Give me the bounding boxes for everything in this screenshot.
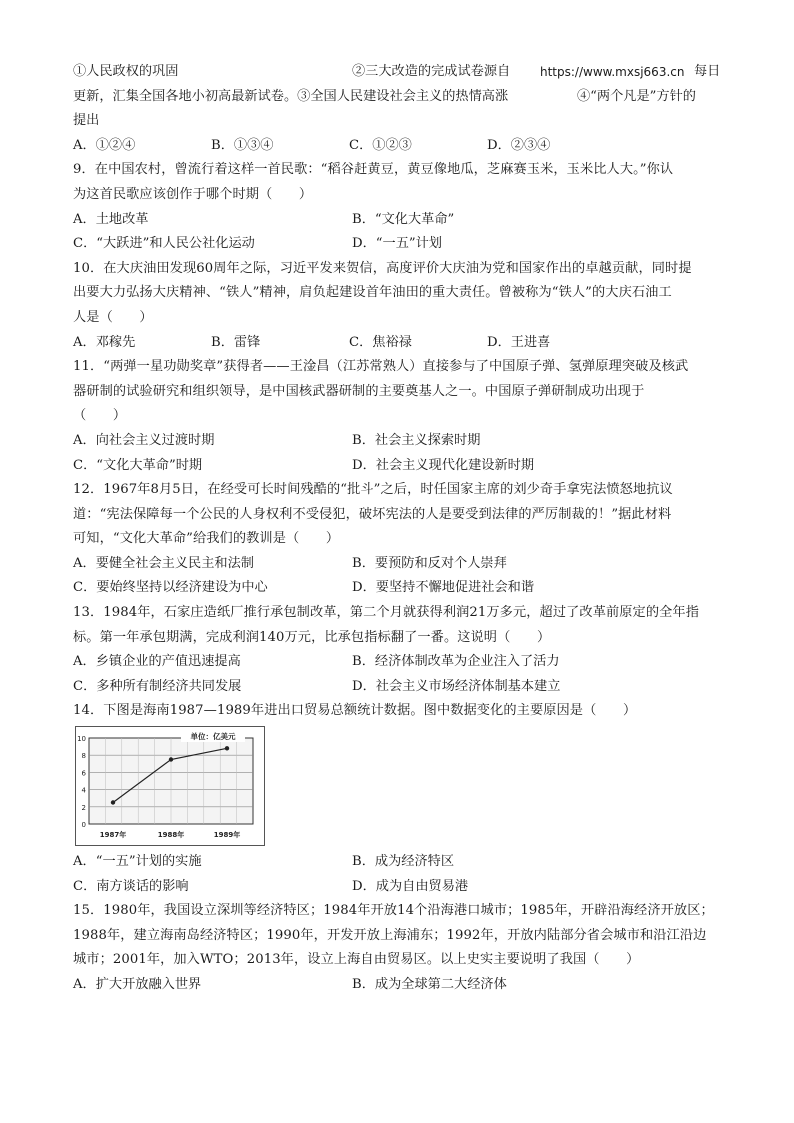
q15-choices-ab <box>73 973 723 998</box>
q10-choice-b: B．雷锋 <box>211 334 261 350</box>
q10-choice-d: D．王进喜 <box>487 334 551 350</box>
x-tick-label: 1989年 <box>213 831 241 840</box>
q12-choices-ab <box>73 552 723 577</box>
q8-option-2: ②三大改造的完成试卷源自 <box>352 64 511 79</box>
q12-choice-a: A．要健全社会主义民主和法制 <box>73 555 254 571</box>
y-tick-label: 2 <box>81 803 86 812</box>
source-url: https://www.mxsj663.cn <box>540 65 685 79</box>
q8-choice-c: C．①②③ <box>349 137 412 153</box>
q13-stem-line1: 13．1984年，石家庄造纸厂推行承包制改革，第二个月就获得利润21万多元，超过了改革前原定的全年指 <box>73 605 699 621</box>
q10-stem-line1: 10．在大庆油田发现60周年之际，习近平发来贺信，高度评价大庆油为党和国家作出的卓越贡献，同时提 <box>73 260 692 276</box>
q10-choice-c: C．焦裕禄 <box>349 334 412 350</box>
q8-option-1: ①人民政权的巩固 <box>73 64 179 79</box>
q15-choice-a: A．扩大开放融入世界 <box>73 977 202 992</box>
q10-choices <box>73 331 723 356</box>
q10-stem-line3: 人是（ ） <box>73 309 153 325</box>
q9-stem-line1: 9．在中国农村，曾流行着这样一首民歌：“稻谷赶黄豆，黄豆像地瓜，芝麻赛玉米，玉米比人大。”你认 <box>73 162 674 178</box>
q12-choice-c: C．要始终坚持以经济建设为中心 <box>73 580 268 596</box>
q11-choices-cd <box>73 454 723 479</box>
q14-choice-d: D．成为自由贸易港 <box>352 878 469 894</box>
q12-stem-line3: 可知，“文化大革命”给我们的教训是（ ） <box>73 531 340 547</box>
q9-choices-cd <box>73 232 723 257</box>
q9-stem-line2: 为这首民歌应该创作于哪个时期（ ） <box>73 186 313 202</box>
q11-choice-a: A．向社会主义过渡时期 <box>73 432 215 448</box>
q11-stem-line1: 11．“两弹一星功勋奖章”获得者——王淦昌（江苏常熟人）直接参与了中国原子弹、氢弹原理突破及核武 <box>73 359 689 375</box>
q10-choice-a: A．邓稼先 <box>73 334 136 350</box>
y-tick-label: 10 <box>77 735 86 744</box>
q8-options-line1 <box>73 60 723 85</box>
q14-choices-ab <box>73 850 723 875</box>
q13-choice-c: C．多种所有制经济共同发展 <box>73 678 242 694</box>
y-tick-label: 8 <box>81 752 86 761</box>
q11-stem-line2: 器研制的试验研究和组织领导，是中国核武器研制的主要奠基人之一。中国原子弹研制成功出现于 <box>73 383 645 399</box>
q15-choice-b: B．成为全球第二大经济体 <box>352 977 507 992</box>
q11-choice-c: C．“文化大革命”时期 <box>73 457 203 473</box>
q15-stem-line2: 1988年，建立海南岛经济特区；1990年，开发开放上海浦东；1992年，开放内陆部分省会城市和沿江沿边 <box>73 927 707 943</box>
q9-choice-b: B．“文化大革命” <box>352 211 455 227</box>
q12-choices-cd <box>73 576 723 601</box>
data-point <box>225 746 229 750</box>
q13-choice-b: B．经济体制改革为企业注入了活力 <box>352 654 560 670</box>
q8-choices <box>73 134 723 159</box>
q13-choices-ab <box>73 650 723 675</box>
q11-stem-line3: （ ） <box>73 408 127 424</box>
q8-tail: 每日 <box>694 64 721 79</box>
trade-chart <box>73 726 723 848</box>
q13-choice-d: D．社会主义市场经济体制基本建立 <box>352 678 561 694</box>
q13-choices-cd <box>73 675 723 700</box>
data-point <box>169 757 173 761</box>
q11-choice-d: D．社会主义现代化建设新时期 <box>352 457 535 473</box>
q8-line3: 提出 <box>73 113 100 129</box>
q9-choice-a: A．土地改革 <box>73 211 149 227</box>
exam-page <box>73 60 723 998</box>
x-tick-label: 1987年 <box>99 831 127 840</box>
q15-stem-line3: 城市；2001年，加入WTO；2013年，设立上海自由贸易区。以上史实主要说明了我国（ ） <box>73 952 640 968</box>
q14-choice-b: B．成为经济特区 <box>352 854 455 870</box>
q9-choices-ab <box>73 208 723 233</box>
y-tick-label: 0 <box>81 821 86 830</box>
q8-choice-a: A．①②④ <box>73 137 136 153</box>
data-point <box>111 800 115 804</box>
q11-choices-ab <box>73 429 723 454</box>
q13-choice-a: A．乡镇企业的产值迅速提高 <box>73 654 241 670</box>
q12-choice-d: D．要坚持不懈地促进社会和谐 <box>352 580 535 596</box>
q13-stem-line2: 标。第一年承包期满，完成利润140万元，比承包指标翻了一番。这说明（ ） <box>73 629 551 645</box>
q9-choice-d: D．“一五”计划 <box>352 236 442 252</box>
trade-line-chart <box>75 726 265 846</box>
q14-stem-line1: 14．下图是海南1987—1989年进出口贸易总额统计数据。图中数据变化的主要原因是（ ） <box>73 703 637 719</box>
q14-choice-a: A．“一五”计划的实施 <box>73 854 202 870</box>
q15-stem-line1: 15．1980年，我国设立深圳等经济特区；1984年开放14个沿海港口城市；1985年，开辟沿海经济开放区； <box>73 903 714 919</box>
q8-choice-d: D．②③④ <box>487 137 551 153</box>
x-tick-label: 1988年 <box>157 831 185 840</box>
q9-choice-c: C．“大跃进”和人民公社化运动 <box>73 236 255 252</box>
y-tick-label: 6 <box>81 769 86 778</box>
y-tick-label: 4 <box>81 786 86 795</box>
q8-option-4: ④“两个凡是”方针的 <box>577 88 696 104</box>
q8-choice-b: B．①③④ <box>211 137 274 153</box>
q12-choice-b: B．要预防和反对个人崇拜 <box>352 555 507 571</box>
q11-choice-b: B．社会主义探索时期 <box>352 432 481 448</box>
q14-choices-cd <box>73 875 723 900</box>
q8-line2a: 更新，汇集全国各地小初高最新试卷。③全国人民建设社会主义的热情高涨 <box>73 88 509 104</box>
unit-label: 单位：亿美元 <box>190 732 236 742</box>
q12-stem-line1: 12．1967年8月5日，在经受可长时间残酷的“批斗”之后，时任国家主席的刘少奇手拿宪法愤怒地抗议 <box>73 482 673 498</box>
q14-choice-c: C．南方谈话的影响 <box>73 878 189 894</box>
q12-stem-line2: 道：“宪法保障每一个公民的人身权利不受侵犯，破坏宪法的人是要受到法律的严厉制裁的！”据此材料 <box>73 506 672 522</box>
q8-options-line2 <box>73 85 723 110</box>
q10-stem-line2: 出要大力弘扬大庆精神、“铁人”精神，肩负起建设首年油田的重大责任。曾被称为“铁人”的大庆石油工 <box>73 285 672 301</box>
